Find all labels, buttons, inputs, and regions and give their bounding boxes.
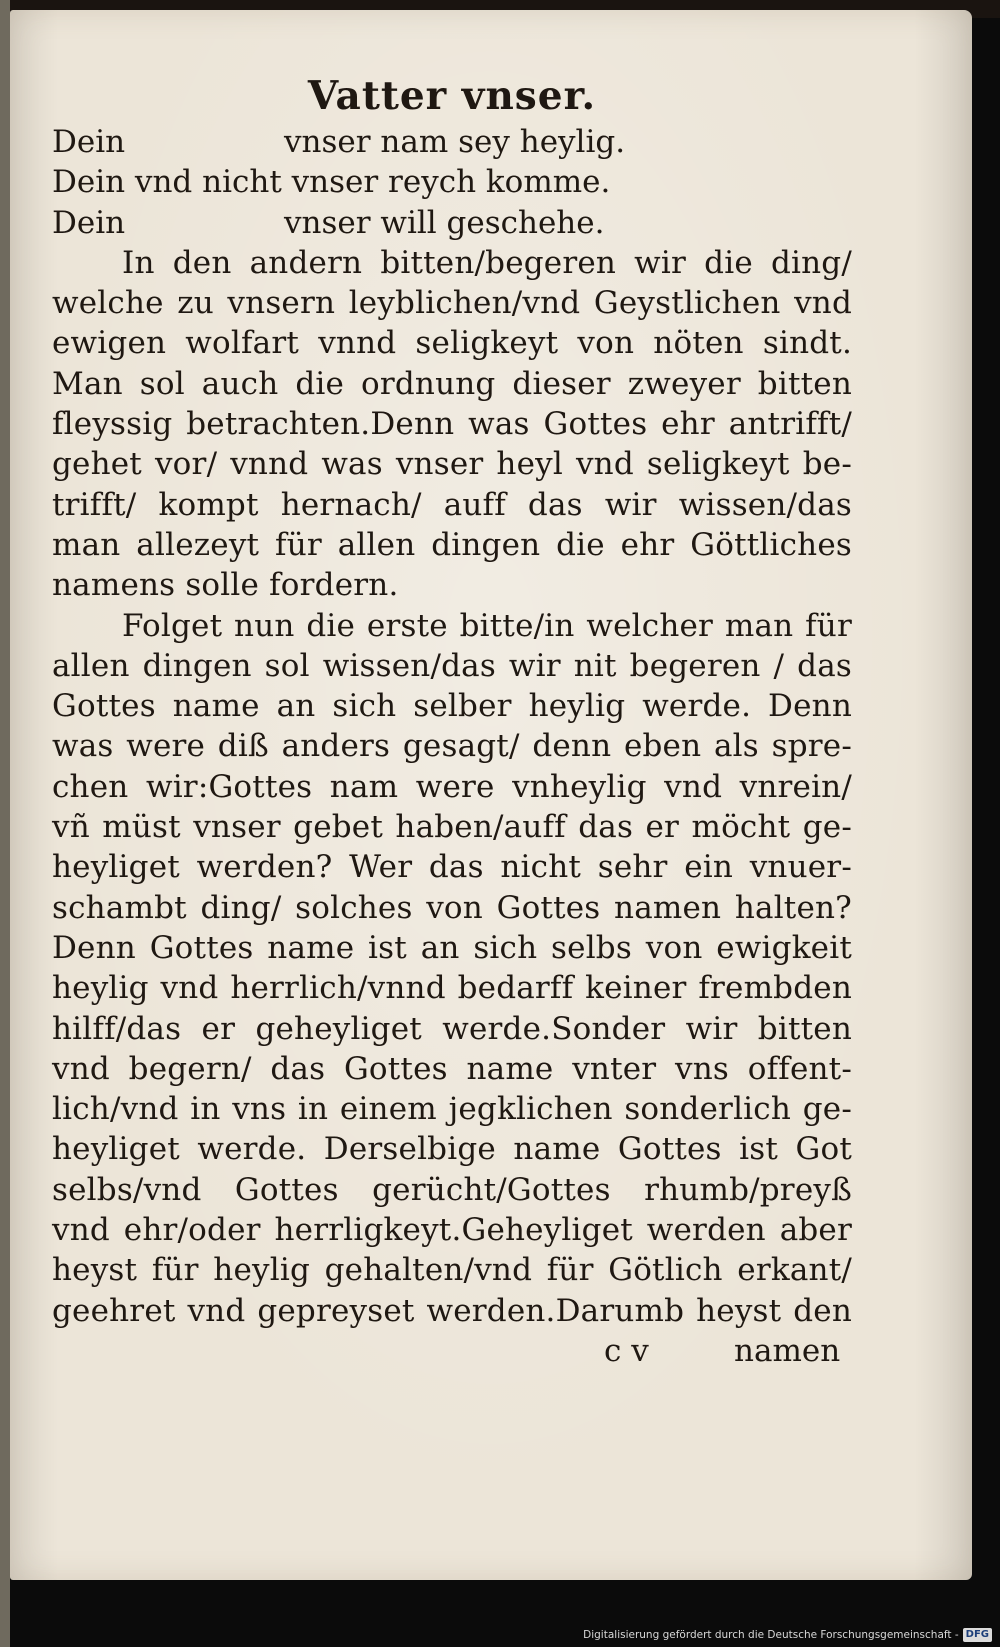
text-line: vnd begern/ das Gottes name vnter vns offent-: [52, 1050, 852, 1087]
text-line: vnd ehr/oder herrligkeyt.Geheyliget werden aber: [52, 1212, 852, 1249]
triplet-lead: Dein: [52, 124, 126, 160]
paragraph-2: [52, 606, 852, 1331]
triplet-line: [52, 203, 852, 243]
text-line: hilff/das er geheyliget werde.Sonder wir bitten: [52, 1010, 852, 1047]
text-line: Folget nun die erste bitte/in welcher man für: [122, 607, 852, 644]
paragraph-1: [52, 243, 852, 606]
text-line: fleyssig betrachten.Denn was Gottes ehr antrifft/: [52, 406, 852, 443]
text-line: ewigen wolfart vnnd seligkeyt von nöten sindt.: [52, 325, 852, 362]
triplet-line: [52, 122, 852, 162]
text-line: selbs/vnd Gottes gerücht/Gottes rhumb/preyß: [52, 1171, 852, 1208]
catchword: namen: [734, 1332, 841, 1369]
text-line: schambt ding/ solches von Gottes namen halten?: [52, 889, 852, 926]
text-line: Man sol auch die ordnung dieser zweyer bitten: [52, 365, 852, 402]
text-line: man allezeyt für allen dingen die ehr Göttliches: [52, 526, 852, 563]
text-line: gehet vor/ vnnd was vnser heyl vnd seligkeyt be-: [52, 446, 852, 483]
book-page: [10, 10, 972, 1580]
dfg-logo: DFG: [963, 1628, 992, 1642]
text-line: allen dingen sol wissen/das wir nit begeren / das: [52, 647, 852, 684]
text-line: Denn Gottes name ist an sich selbs von ewigkeit: [52, 929, 852, 966]
text-line: namens solle fordern.: [52, 567, 399, 604]
text-line: heylig vnd herrlich/vnnd bedarff keiner frembden: [52, 970, 852, 1007]
funding-credit: Digitalisierung gefördert durch die Deutsche Forschungsgemeinschaft -: [583, 1629, 959, 1641]
text-line: heyliget werden? Wer das nicht sehr ein vnuer-: [52, 849, 852, 886]
triplet-line: [52, 162, 852, 202]
digitization-footer: [583, 1626, 992, 1644]
text-line: heyliget werde. Derselbige name Gottes ist Got: [52, 1131, 852, 1168]
text-line: geehret vnd gepreyset werden.Darumb heyst den: [52, 1292, 852, 1329]
triplet-lead: Dein: [52, 204, 126, 241]
text-line: chen wir:Gottes nam were vnheylig vnd vnrein/: [52, 768, 852, 805]
prayer-triplet: [52, 122, 852, 243]
text-line: Gottes name an sich selber heylig werde. Denn: [52, 688, 852, 725]
text-line: trifft/ kompt hernach/ auff das wir wissen/das: [52, 486, 852, 523]
signature-row: [52, 1331, 852, 1371]
triplet-petition: vnser nam sey heylig.: [284, 124, 626, 160]
text-line: heyst für heylig gehalten/vnd für Götlich erkant/: [52, 1252, 852, 1289]
text-line: lich/vnd in vns in einem jegklichen sonderlich ge-: [52, 1091, 852, 1128]
running-head: Vatter vnser.: [307, 73, 597, 119]
page-text: [52, 70, 852, 1371]
text-line: vñ müst vnser gebet haben/auff das er möcht ge-: [52, 809, 852, 846]
scan-left-edge: [0, 0, 10, 1647]
triplet-petition: vnser will geschehe.: [284, 204, 605, 241]
text-line: was were diß anders gesagt/ denn eben als spre-: [52, 728, 852, 765]
text-line: welche zu vnsern leyblichen/vnd Geystlichen vnd: [52, 285, 852, 322]
signature-mark: c v: [604, 1332, 649, 1369]
triplet-lead: Dein vnd nicht vnser reych komme.: [52, 164, 611, 201]
text-line: In den andern bitten/begeren wir die ding/: [122, 244, 852, 281]
